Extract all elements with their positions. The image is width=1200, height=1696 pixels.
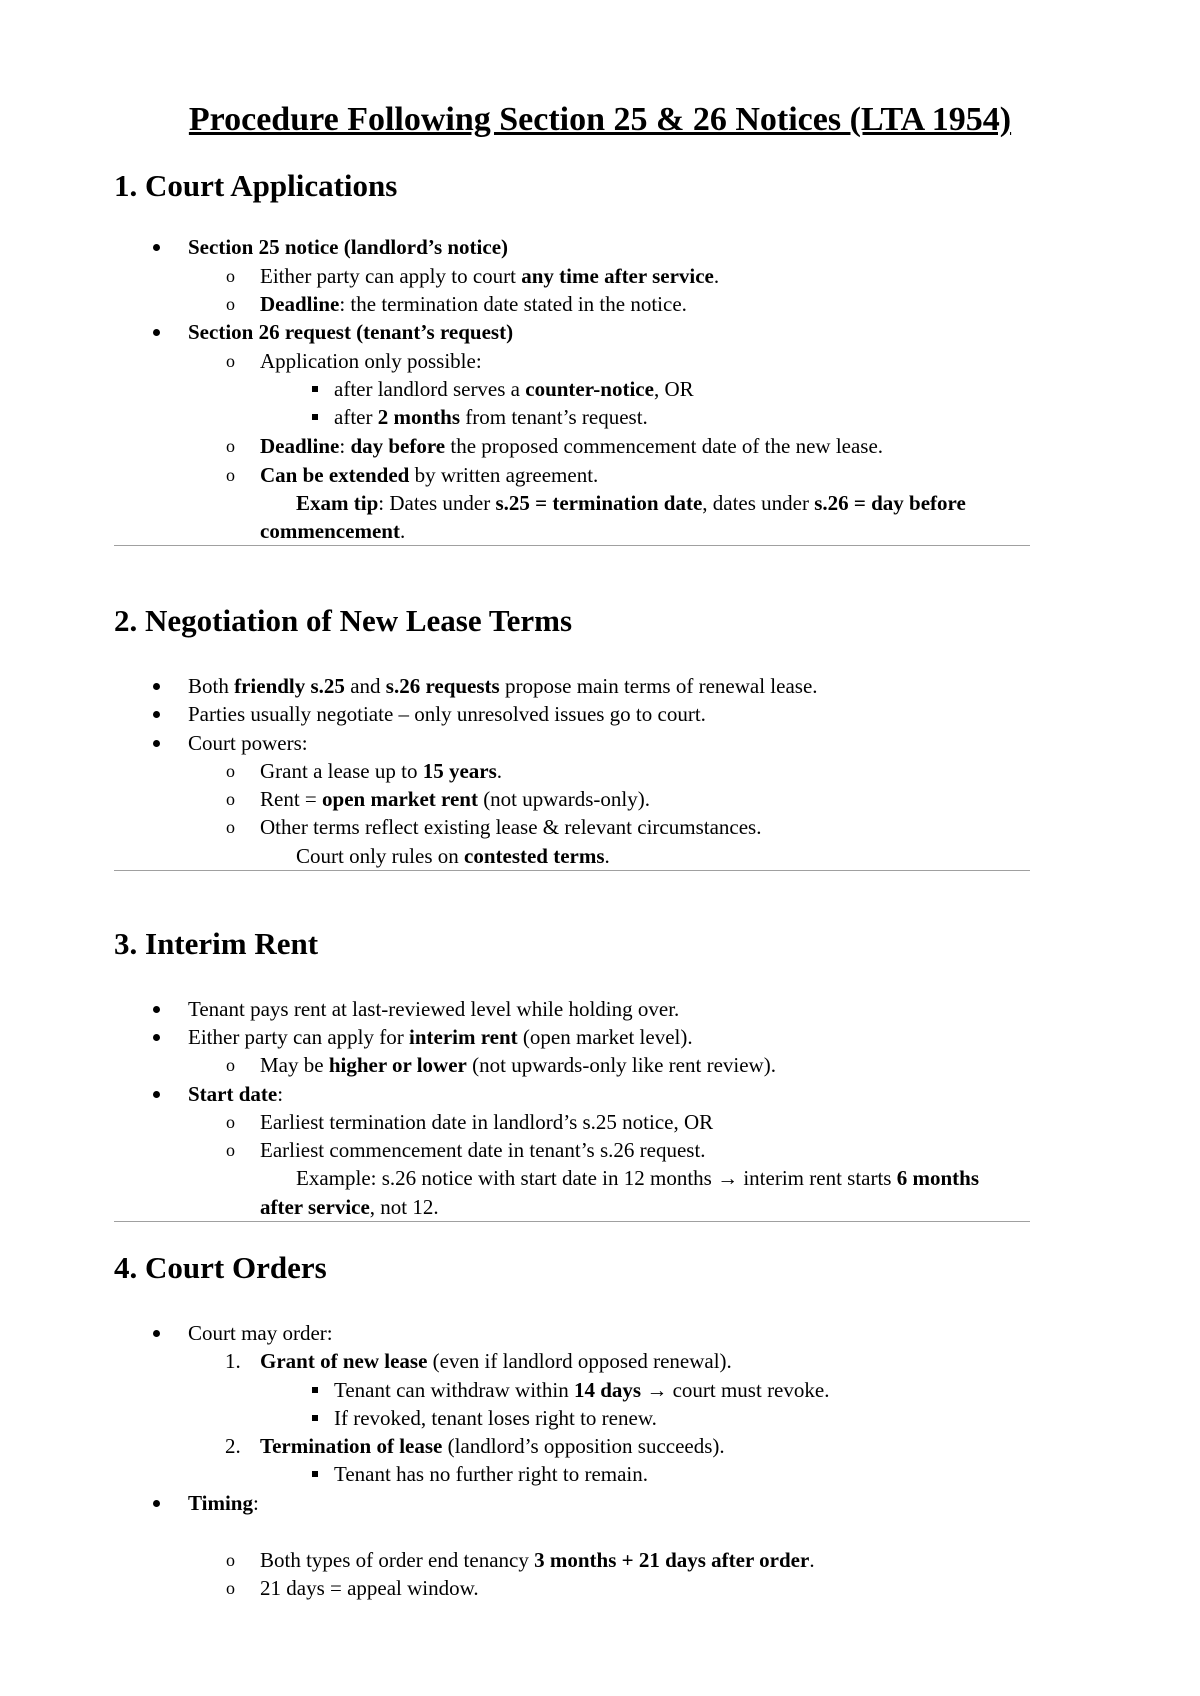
s4-n2-sub-1: Tenant has no further right to remain. <box>334 1462 649 1486</box>
s1-b1-sub-2: Deadline: the termination date stated in the notice. <box>260 292 687 316</box>
square-marker <box>312 414 318 420</box>
square-marker <box>312 386 318 392</box>
s4-numbered-2: Termination of lease (landlord’s opposition succeeds). <box>260 1434 725 1458</box>
bullet-marker <box>153 711 160 718</box>
s4-bullet-1: Court may order: <box>188 1321 333 1345</box>
bullet-marker <box>153 1330 160 1337</box>
bullet-marker <box>153 1006 160 1013</box>
s2-bullet-1: Both friendly s.25 and s.26 requests propose main terms of renewal lease. <box>188 674 818 698</box>
s3-b3-sub-2: Earliest commencement date in tenant’s s.26 request. <box>260 1138 706 1162</box>
circle-marker: o <box>226 266 235 286</box>
s4-b2-sub-1: Both types of order end tenancy 3 months + 21 days after order. <box>260 1548 815 1572</box>
section-2-heading: 2. Negotiation of New Lease Terms <box>114 603 573 638</box>
bullet-marker <box>153 740 160 747</box>
s3-bullet-2: Either party can apply for interim rent (open market level). <box>188 1025 693 1049</box>
s1-b2-sub-3: Can be extended by written agreement. <box>260 463 599 487</box>
circle-marker: o <box>226 761 235 781</box>
s1-b2-subsub-2: after 2 months from tenant’s request. <box>334 405 648 429</box>
circle-marker: o <box>226 1112 235 1132</box>
s2-bullet-3: Court powers: <box>188 731 308 755</box>
s2-b3-sub-3: Other terms reflect existing lease & relevant circumstances. <box>260 815 762 839</box>
circle-marker: o <box>226 1055 235 1075</box>
section-divider <box>114 545 1030 546</box>
section-4-heading: 4. Court Orders <box>114 1250 327 1285</box>
bullet-marker <box>153 683 160 690</box>
s1-b2-subsub-1: after landlord serves a counter-notice, OR <box>334 377 694 401</box>
section-divider <box>114 1221 1030 1222</box>
bullet-marker <box>153 329 160 336</box>
s1-bullet-1 <box>188 233 508 261</box>
circle-marker: o <box>226 1550 235 1570</box>
s4-numbered-1: Grant of new lease (even if landlord opposed renewal). <box>260 1349 732 1373</box>
s1-b1-sub-1: Either party can apply to court any time after service. <box>260 264 720 288</box>
s1-b2-sub-1: Application only possible: <box>260 349 482 373</box>
exam-tip-line-2: commencement. <box>260 519 406 543</box>
bullet-marker <box>153 1500 160 1507</box>
section-1-heading: 1. Court Applications <box>114 168 398 203</box>
square-marker <box>312 1471 318 1477</box>
circle-marker: o <box>226 1578 235 1598</box>
exam-tip-line-1: Exam tip: Dates under s.25 = termination date, dates under s.26 = day before <box>296 491 966 515</box>
s3-b2-sub-1: May be higher or lower (not upwards-only like rent review). <box>260 1053 776 1077</box>
s1-bullet-2 <box>188 318 513 346</box>
s4-n1-sub-2: If revoked, tenant loses right to renew. <box>334 1406 657 1430</box>
square-marker <box>312 1415 318 1421</box>
bullet-marker <box>153 1091 160 1098</box>
s1-bullet-2-text: Section 26 request (tenant’s request) <box>188 320 514 344</box>
circle-marker: o <box>226 294 235 314</box>
list-number: 2. <box>225 1434 241 1458</box>
s3-bullet-1: Tenant pays rent at last-reviewed level while holding over. <box>188 997 680 1021</box>
bullet-marker <box>153 244 160 251</box>
circle-marker: o <box>226 436 235 456</box>
circle-marker: o <box>226 465 235 485</box>
circle-marker: o <box>226 817 235 837</box>
s2-b3-sub-1: Grant a lease up to 15 years. <box>260 759 503 783</box>
circle-marker: o <box>226 1140 235 1160</box>
bullet-marker <box>153 1034 160 1041</box>
s3-bullet-3: Start date: <box>188 1082 284 1106</box>
section-divider <box>114 870 1030 871</box>
s3-b3-sub-1: Earliest termination date in landlord’s s.25 notice, OR <box>260 1110 714 1134</box>
s2-b3-sub-2: Rent = open market rent (not upwards-only). <box>260 787 650 811</box>
square-marker <box>312 1387 318 1393</box>
s2-bullet-2: Parties usually negotiate – only unresolved issues go to court. <box>188 702 706 726</box>
s3-example-line-1: Example: s.26 notice with start date in 12 months → interim rent starts 6 months <box>296 1166 980 1190</box>
s4-n1-sub-1: Tenant can withdraw within 14 days → court must revoke. <box>334 1378 830 1402</box>
circle-marker: o <box>226 351 235 371</box>
s4-bullet-2: Timing: <box>188 1491 259 1515</box>
circle-marker: o <box>226 789 235 809</box>
section-3-heading: 3. Interim Rent <box>114 926 319 961</box>
s4-b2-sub-2: 21 days = appeal window. <box>260 1576 479 1600</box>
s1-bullet-1-text: Section 25 notice (landlord’s notice) <box>188 235 509 259</box>
list-number: 1. <box>225 1349 241 1373</box>
s2-note: Court only rules on contested terms. <box>296 844 610 868</box>
s1-b2-sub-2: Deadline: day before the proposed commencement date of the new lease. <box>260 434 884 458</box>
document-title: Procedure Following Section 25 & 26 Notices (LTA 1954) <box>188 101 1012 138</box>
s3-example-line-2: after service, not 12. <box>260 1195 439 1219</box>
